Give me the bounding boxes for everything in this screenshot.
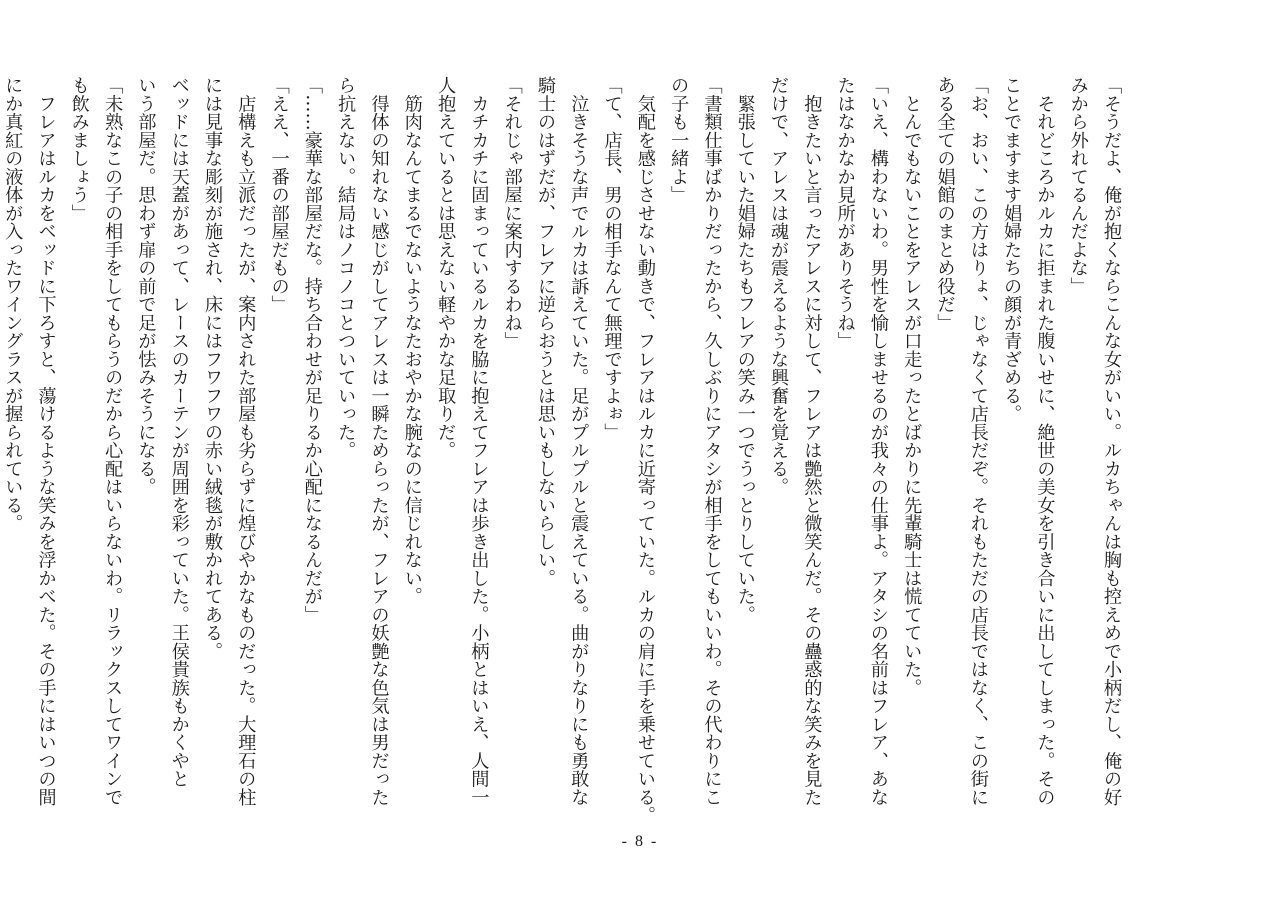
text-line: 「そうだよ、俺が抱くならこんな女がいい。ルカちゃんは胸も控えめで小柄だし、俺の好 [1101, 76, 1122, 806]
text-line: 店構えも立派だったが、案内された部屋も劣らずに煌びやかなものだった。大理石の柱 [235, 76, 257, 806]
text-line: ら抗えない。結局はノコノコとついていった。 [335, 76, 357, 460]
text-line: 「……豪華な部屋だな。持ち合わせが足りるか心配になるんだが」 [301, 76, 323, 624]
text-line: 「ええ、一番の部屋だもの」 [268, 76, 290, 314]
text-line: 「て、店長、男の相手なんて無理ですよぉ」 [601, 76, 623, 441]
text-line: の子も一緒よ」 [668, 76, 690, 204]
text-line: 「それじゃ部屋に案内するわね」 [501, 76, 523, 350]
text-line: 「お、おい、この方はりょ、じゃなくて店長だぞ。それもただの店長ではなく、この街に [967, 76, 989, 806]
text-line: 「いえ、構わないわ。男性を愉しませるのが我々の仕事よ。アタシの名前はフレア、あな [867, 76, 889, 806]
text-line: 得体の知れない感じがしてアレスは一瞬ためらったが、フレアの妖艶な色気は男だった [368, 76, 390, 806]
text-line: 抱きたいと言ったアレスに対して、フレアは艶然と微笑んだ。その蠱惑的な笑みを見た [801, 76, 823, 806]
text-line: には見事な彫刻が施され、床にはフワフワの赤い絨毯が敷かれてある。 [201, 76, 223, 660]
text-line: フレアはルカをベッドに下ろすと、蕩けるような笑みを浮かべた。その手にはいつの間 [35, 76, 57, 806]
text-line: ある全ての娼館のまとめ役だ」 [934, 76, 956, 332]
text-line: いう部屋だ。思わず扉の前で足が怯みそうになる。 [135, 76, 157, 496]
text-line: みから外れてるんだよな」 [1067, 76, 1089, 295]
text-line: 人抱えているとは思えない軽やかな足取りだ。 [435, 76, 457, 460]
text-line: 泣きそうな声でルカは訴えていた。足がプルプルと震えている。曲がりなりにも勇敢な [568, 76, 590, 806]
text-line: 「書類仕事ばかりだったから、久しぶりにアタシが相手をしてもいいわ。その代わりにこ [701, 76, 723, 806]
page-number: - 8 - [621, 833, 659, 850]
text-line: 筋肉なんてまるでないようなたおやかな腕なのに信じれない。 [401, 76, 423, 606]
text-line: にか真紅の液体が入ったワイングラスが握られている。 [2, 76, 24, 533]
text-line: とんでもないことをアレスが口走ったとばかりに先輩騎士は慌てていた。 [901, 76, 923, 697]
text-line: 騎士のはずだが、フレアに逆らおうとは思いもしないらしい。 [534, 76, 556, 587]
text-line: だけで、アレスは魂が震えるような興奮を覚える。 [768, 76, 790, 496]
text-line: カチカチに固まっているルカを脇に抱えてフレアは歩き出した。小柄とはいえ、人間一 [468, 76, 490, 806]
text-line: それどころかルカに拒まれた腹いせに、絶世の美女を引き合いに出してしまった。その [1034, 76, 1056, 806]
text-line: たはなかなか見所がありそうね」 [834, 76, 856, 350]
text-line: ベッドには天蓋があって、レースのカーテンが周囲を彩っていた。王侯貴族もかくやと [168, 76, 190, 788]
text-line: 「未熟なこの子の相手をしてもらうのだから心配はいらないわ。リラックスしてワインで [102, 76, 124, 806]
vertical-text-body [0, 76, 1128, 825]
text-line: ことでますます娼婦たちの顔が青ざめる。 [1001, 76, 1023, 423]
text-line: も飲みましょう」 [68, 76, 90, 222]
text-line: 緊張していた娼婦たちもフレアの笑み一つでうっとりしていた。 [734, 76, 756, 624]
text-line: 気配を感じさせない動きで、フレアはルカに近寄っていた。ルカの肩に手を乗せている。 [634, 76, 656, 825]
